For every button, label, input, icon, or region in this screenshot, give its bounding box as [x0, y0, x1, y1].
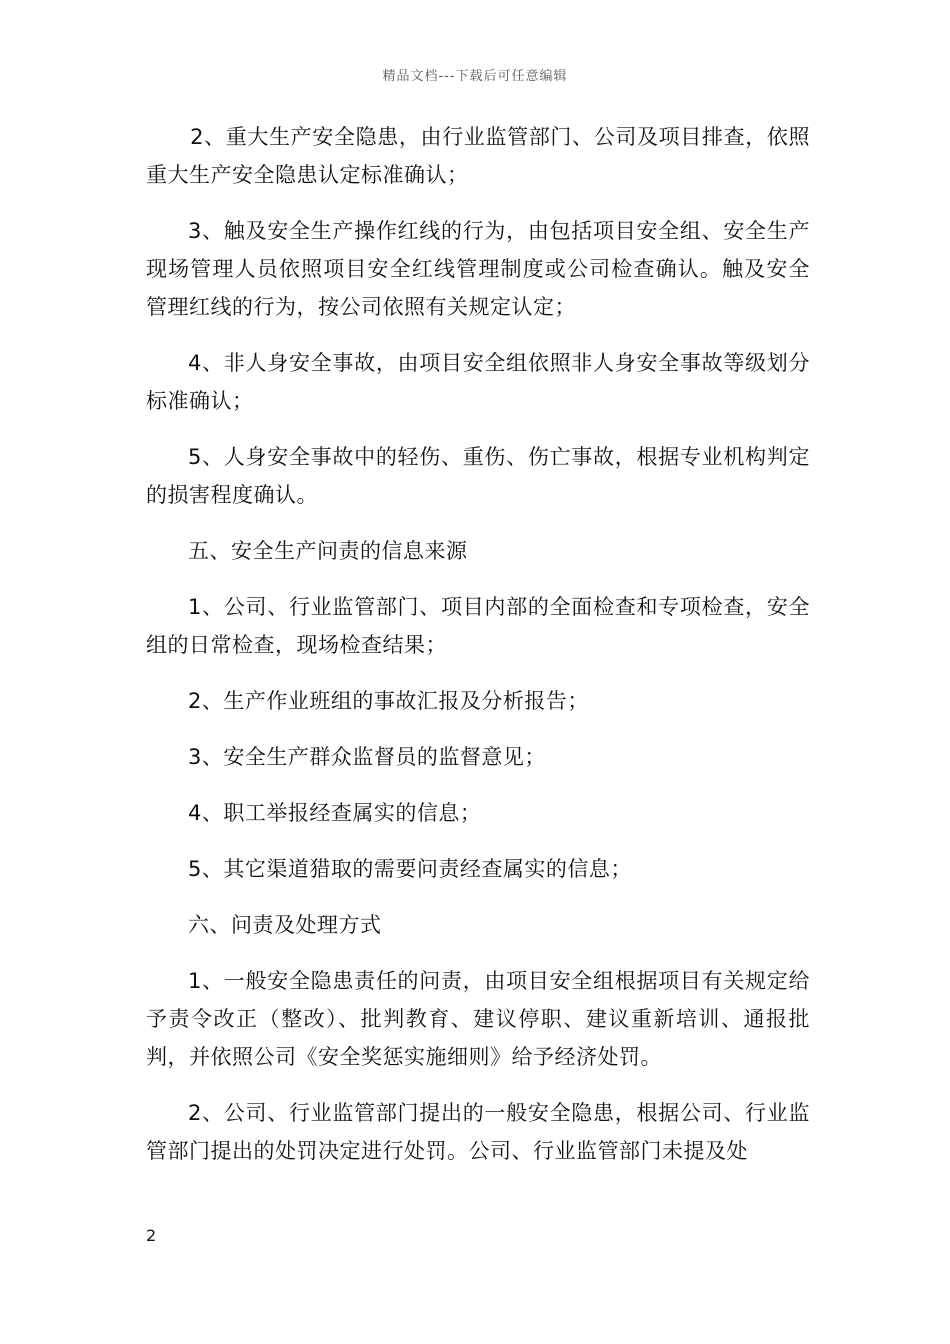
- paragraph-source-3: 3、安全生产群众监督员的监督意见；: [188, 745, 546, 769]
- section-heading-5: 五、安全生产问责的信息来源: [188, 539, 468, 563]
- paragraph-item-2-major-hazard: 2、重大生产安全隐患，由行业监管部门、公司及项目排查，依照重大生产安全隐患认定标准确认；: [146, 125, 810, 187]
- paragraph-handling-2: 2、公司、行业监管部门提出的一般安全隐患，根据公司、行业监管部门提出的处罚决定进行处罚。公司、行业监管部门未提及处: [146, 1101, 810, 1163]
- paragraph-item-4-non-personal-accident: 4、非人身安全事故，由项目安全组依照非人身安全事故等级划分标准确认；: [146, 351, 810, 413]
- paragraph-source-2: 2、生产作业班组的事故汇报及分析报告；: [188, 689, 589, 713]
- header-note: 精品文档---下载后可任意编辑: [382, 69, 568, 84]
- paragraph-source-5: 5、其它渠道猎取的需要问责经查属实的信息；: [188, 857, 632, 881]
- paragraph-item-3-red-line: 3、触及安全生产操作红线的行为，由包括项目安全组、安全生产现场管理人员依照项目安全红线管理制度或公司检查确认。触及安全管理红线的行为，按公司依照有关规定认定；: [146, 219, 810, 319]
- page-number: 2: [146, 1226, 157, 1245]
- paragraph-source-1: 1、公司、行业监管部门、项目内部的全面检查和专项检查，安全组的日常检查，现场检查结果；: [146, 595, 810, 657]
- paragraph-item-5-personal-accident: 5、人身安全事故中的轻伤、重伤、伤亡事故，根据专业机构判定的损害程度确认。: [146, 445, 810, 507]
- paragraph-source-4: 4、职工举报经查属实的信息；: [188, 801, 482, 825]
- section-heading-6: 六、问责及处理方式: [188, 913, 382, 937]
- document-body: [146, 118, 810, 1188]
- paragraph-handling-1: 1、一般安全隐患责任的问责，由项目安全组根据项目有关规定给予责令改正（整改）、批判教育、建议停职、建议重新培训、通报批判，并依照公司《安全奖惩实施细则》给予经济处罚。: [146, 969, 810, 1069]
